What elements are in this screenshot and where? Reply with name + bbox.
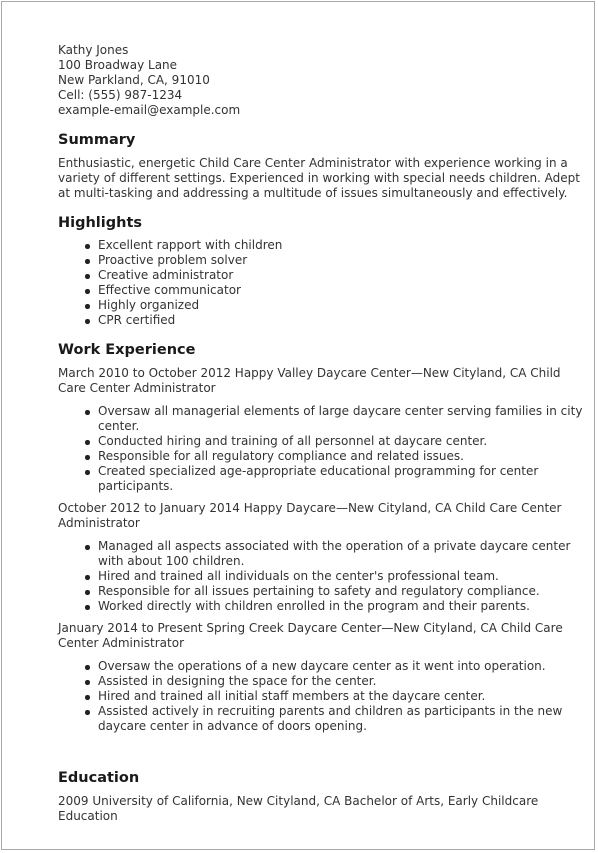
contact-cell: Cell: (555) 987-1234 (58, 88, 183, 102)
job-bullet: Assisted in designing the space for the center. (98, 674, 588, 689)
job-bullet: Responsible for all issues pertaining to safety and regulatory compliance. (98, 584, 588, 599)
job-bullet-list (58, 404, 588, 494)
job-bullet-list (58, 539, 588, 614)
work-experience-heading: Work Experience (58, 342, 196, 358)
education-text: 2009 University of California, New Cityland, CA Bachelor of Arts, Early Childcare Education (58, 794, 539, 823)
contact-email: example-email@example.com (58, 103, 241, 117)
contact-block (58, 43, 588, 118)
highlight-item: Proactive problem solver (98, 253, 588, 268)
job-bullet: Oversaw all managerial elements of large daycare center serving families in city center. (98, 404, 588, 434)
job-bullet: Responsible for all regulatory compliance and related issues. (98, 449, 588, 464)
job-bullet: Hired and trained all individuals on the center's professional team. (98, 569, 588, 584)
highlight-item: Excellent rapport with children (98, 238, 588, 253)
highlight-item: Creative administrator (98, 268, 588, 283)
job-bullet: Oversaw the operations of a new daycare center as it went into operation. (98, 659, 588, 674)
job-bullet: Assisted actively in recruiting parents and children as participants in the new daycare center in advance of doors opening. (98, 704, 588, 734)
summary-heading: Summary (58, 132, 136, 148)
highlights-heading: Highlights (58, 215, 143, 231)
highlight-item: Highly organized (98, 298, 588, 313)
job-header: January 2014 to Present Spring Creek Daycare Center—New Cityland, CA Child Care Center Administrator (58, 621, 563, 650)
job-header: October 2012 to January 2014 Happy Daycare—New Cityland, CA Child Care Center Administrator (58, 501, 562, 530)
job-bullet: Conducted hiring and training of all personnel at daycare center. (98, 434, 588, 449)
resume-page (1, 1, 595, 850)
highlight-item: CPR certified (98, 313, 588, 328)
job-bullet: Managed all aspects associated with the operation of a private daycare center with about 100 children. (98, 539, 588, 569)
contact-street: 100 Broadway Lane (58, 58, 178, 72)
summary-text: Enthusiastic, energetic Child Care Center Administrator with experience working in a variety of different settings. Experienced in working with special needs children. Adept at multi-tasking and addressing a multitude of issues simultaneously and effectively. (58, 156, 580, 200)
job-bullet-list (58, 659, 588, 734)
highlight-item: Effective communicator (98, 283, 588, 298)
job-bullet: Worked directly with children enrolled in the program and their parents. (98, 599, 588, 614)
contact-city: New Parkland, CA, 91010 (58, 73, 210, 87)
education-heading: Education (58, 770, 140, 786)
resume-content (58, 43, 588, 824)
job-bullet: Created specialized age-appropriate educational programming for center participants. (98, 464, 588, 494)
highlights-list (58, 238, 588, 328)
job-header: March 2010 to October 2012 Happy Valley Daycare Center—New Cityland, CA Child Care Center Administrator (58, 366, 561, 395)
contact-name: Kathy Jones (58, 43, 129, 57)
job-bullet: Hired and trained all initial staff members at the daycare center. (98, 689, 588, 704)
